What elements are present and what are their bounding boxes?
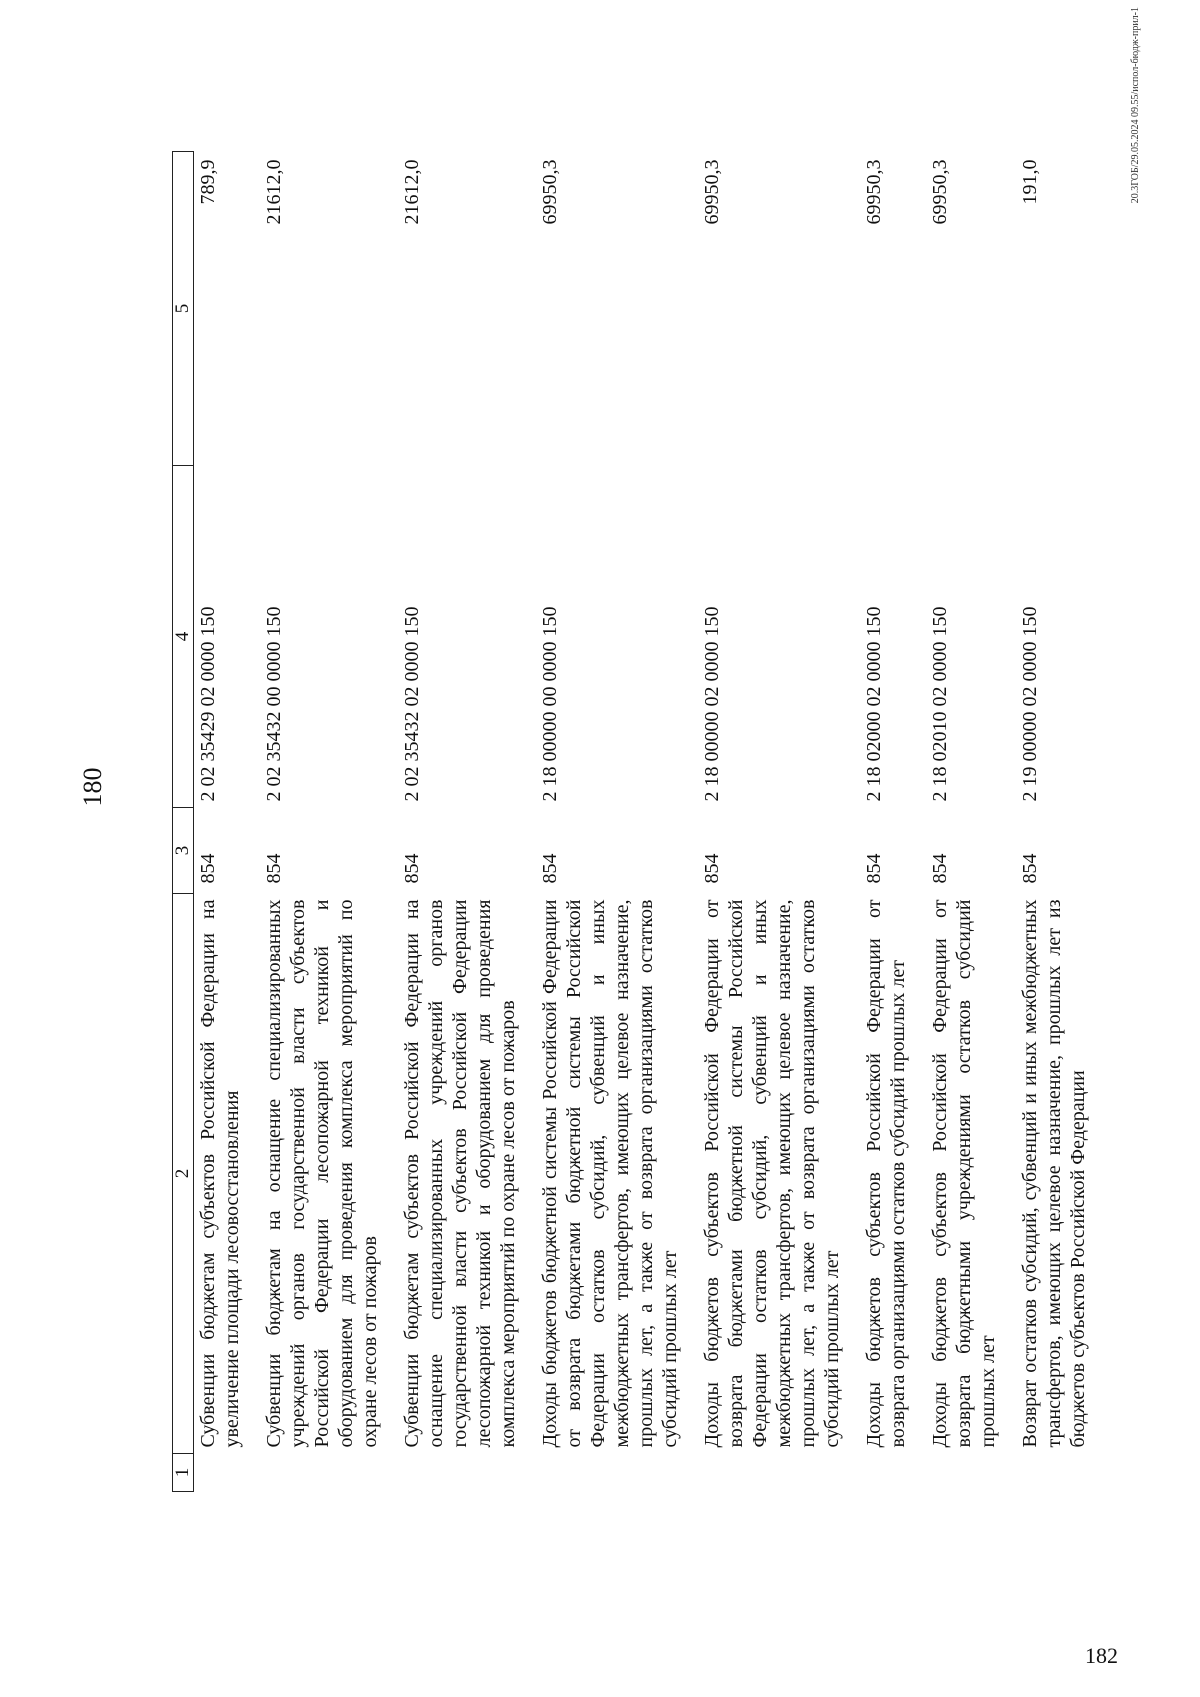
row-budget-code: 2 18 00000 00 0000 150 — [539, 606, 561, 802]
row-budget-code: 2 02 35429 02 0000 150 — [197, 606, 219, 802]
row-blank-cell — [920, 1454, 1010, 1492]
column-header-1: 1 — [173, 1454, 194, 1492]
row-budget-code: 2 02 35432 00 0000 150 — [263, 606, 285, 802]
table-row — [194, 152, 255, 1492]
column-header-4: 4 — [173, 466, 194, 808]
row-amount: 21612,0 — [263, 159, 285, 225]
row-admin-code: 854 — [197, 853, 219, 884]
row-budget-code: 2 18 00000 02 0000 150 — [701, 606, 723, 802]
row-blank-cell — [692, 1454, 854, 1492]
row-blank-cell — [254, 1454, 392, 1492]
row-description: Доходы бюджетов субъектов Российской Федерации от возврата организациями остатков субсидий прошлых лет — [863, 899, 909, 1448]
row-amount: 191,0 — [1019, 159, 1041, 205]
table-row — [392, 152, 530, 1492]
column-number-row — [173, 152, 194, 1492]
table-row — [854, 152, 920, 1492]
row-amount: 789,9 — [197, 159, 219, 205]
row-budget-code: 2 18 02000 02 0000 150 — [863, 606, 885, 802]
row-blank-cell — [854, 1454, 920, 1492]
row-blank-cell — [194, 1454, 255, 1492]
page-number: 180 — [78, 767, 107, 807]
column-header-2: 2 — [173, 894, 194, 1454]
row-amount: 69950,3 — [929, 159, 951, 225]
row-description: Субвенции бюджетам субъектов Российской Федерации на увеличение площади лесовосстановления — [197, 899, 243, 1448]
row-blank-cell — [530, 1454, 692, 1492]
row-amount: 21612,0 — [401, 159, 423, 225]
table-row — [1010, 152, 1100, 1492]
row-description: Доходы бюджетов субъектов Российской Федерации от возврата бюджетами бюджетной системы Российской Федерации остатков субсидий, субвенций и иных межбюджетных трансфертов, имеющих целевое назначение, прошлых лет, а также от возврата организациями остатков субсидий прошлых лет — [701, 899, 843, 1448]
table-row — [530, 152, 692, 1492]
table-header — [173, 152, 194, 1492]
column-header-5: 5 — [173, 152, 194, 466]
row-description: Субвенции бюджетам субъектов Российской Федерации на оснащение специализированных учреждений органов государственной власти субъектов Российской Федерации лесопожарной техникой и оборудованием для проведения комплекса мероприятий по охране лесов от пожаров — [401, 899, 519, 1448]
table-body — [194, 152, 1101, 1492]
row-budget-code: 2 18 02010 02 0000 150 — [929, 606, 951, 802]
row-budget-code: 2 02 35432 02 0000 150 — [401, 606, 423, 802]
row-admin-code: 854 — [701, 853, 723, 884]
table-row — [920, 152, 1010, 1492]
table-row — [254, 152, 392, 1492]
row-blank-cell — [392, 1454, 530, 1492]
row-description: Доходы бюджетов субъектов Российской Федерации от возврата бюджетными учреждениями остатков субсидий прошлых лет — [929, 899, 999, 1448]
document-footer-code: 20.3ГОБ/29.05.2024 09.55/испол-бюдж-прил-1 — [1130, 7, 1141, 204]
row-blank-cell — [1010, 1454, 1100, 1492]
row-amount: 69950,3 — [863, 159, 885, 225]
table-row — [692, 152, 854, 1492]
sheet-number: 182 — [1085, 1643, 1118, 1668]
row-description: Субвенции бюджетам на оснащение специализированных учреждений органов государственной власти субъектов Российской Федерации лесопожарной техникой и оборудованием для проведения комплекса мероприятий по охране лесов от пожаров — [263, 899, 381, 1448]
row-admin-code: 854 — [863, 853, 885, 884]
row-admin-code: 854 — [929, 853, 951, 884]
row-admin-code: 854 — [401, 853, 423, 884]
row-description: Возврат остатков субсидий, субвенций и иных межбюджетных трансфертов, имеющих целевое назначение, прошлых лет из бюджетов субъектов Российской Федерации — [1019, 899, 1089, 1448]
row-admin-code: 854 — [539, 853, 561, 884]
row-admin-code: 854 — [1019, 853, 1041, 884]
column-header-3: 3 — [173, 808, 194, 894]
row-description: Доходы бюджетов бюджетной системы Российской Федерации от возврата бюджетами бюджетной системы Российской Федерации остатков субсидий, субвенций и иных межбюджетных трансфертов, имеющих целевое назначение, прошлых лет, а также от возврата организациями остатков субсидий прошлых лет — [539, 899, 681, 1448]
row-budget-code: 2 19 00000 02 0000 150 — [1019, 606, 1041, 802]
row-amount: 69950,3 — [539, 159, 561, 225]
row-amount: 69950,3 — [701, 159, 723, 225]
row-admin-code: 854 — [263, 853, 285, 884]
budget-revenue-table — [172, 151, 1100, 1492]
